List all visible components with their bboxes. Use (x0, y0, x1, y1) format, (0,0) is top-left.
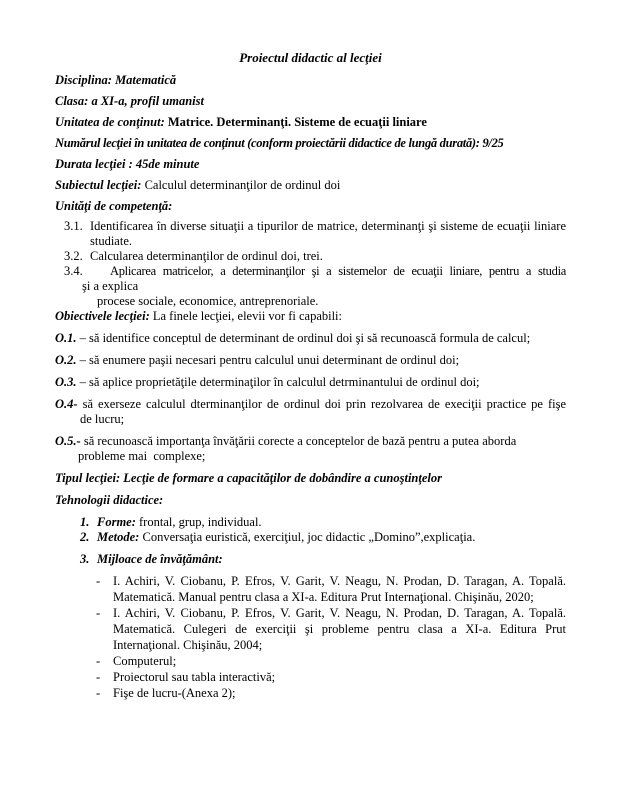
heading-unitati-competenta: Unităţi de competenţă: (55, 199, 173, 213)
competence-text-continuation: procese sociale, economice, antreprenoriale. (97, 294, 319, 308)
page-title: Proiectul didactic al lecţiei (239, 50, 382, 65)
objective-number: O.2. (55, 353, 77, 367)
objective-text: să exerseze calculul dterminanţilor de ordinul doi prin rezolvarea de execiţii practice pe fişe (82, 397, 566, 411)
aid-item-proiectorul (96, 669, 566, 685)
aid-text: I. Achiri, V. Ciobanu, P. Efros, V. Garit, V. Neagu, N. Prodan, D. Taragan, A. Topală. Matematică. Manual pentru clasa a XI-a. Editura Prut Internaţional. Chişinău, 2020; (113, 574, 566, 604)
line-durata: Durata lecţiei : 45de minute (55, 157, 200, 171)
objective-text-continuation: probleme mai complexe; (78, 449, 206, 463)
dash-bullet: - (96, 670, 101, 684)
obiective-intro: La finele lecţiei, elevii vor fi capabili: (152, 309, 343, 323)
objective-o4 (55, 397, 566, 427)
dash-bullet: - (96, 686, 101, 700)
dash-bullet: - (96, 606, 101, 620)
objective-number: O.4- (55, 397, 78, 411)
unitatea-label: Unitatea de conţinut: (55, 115, 165, 129)
tech-label: Forme: (97, 515, 136, 529)
obiective-label: Obiectivele lecţiei: (55, 309, 150, 323)
objective-o5 (55, 434, 566, 464)
competence-number: 3.1. (64, 219, 83, 233)
aid-text: Fişe de lucru-(Anexa 2); (113, 686, 236, 700)
dash-bullet: - (96, 654, 101, 668)
competence-item-3-4 (64, 264, 566, 279)
aid-text: I. Achiri, V. Ciobanu, P. Efros, V. Garit, V. Neagu, N. Prodan, D. Taragan, A. Topală. Matematică. Culegeri de exerciţii şi probleme pentru clasa a XI-a. Editura Prut Internaţional. Chişinău, 2004; (113, 606, 566, 652)
tech-value: frontal, grup, individual. (139, 515, 262, 529)
competence-number: 3.2. (64, 249, 83, 263)
objective-text: – să enumere paşii necesari pentru calculul unui determinant de ordinul doi; (79, 353, 460, 367)
line-tipul-lectiei: Tipul lecţiei: Lecţie de formare a capacităţilor de dobândire a cunoştinţelor (55, 471, 442, 485)
aid-item-manual-2020 (96, 573, 566, 605)
tech-text (97, 530, 475, 545)
objective-number: O.1. (55, 331, 77, 345)
objective-line (55, 434, 566, 449)
aid-item-culegeri-2004 (96, 605, 566, 653)
heading-obiective (55, 309, 566, 324)
aid-text: Proiectorul sau tabla interactivă; (113, 670, 276, 684)
tech-item-mijloace (80, 552, 566, 567)
aid-item-fise-de-lucru (96, 685, 566, 701)
objective-o3 (55, 375, 566, 390)
competence-text: Aplicarea matricelor, a determinanţilor şi a sistemelor de ecuaţii liniare, pentru a studia (110, 264, 566, 278)
tech-label: Mijloace de învăţământ: (97, 552, 223, 566)
aid-text: Computerul; (113, 654, 177, 668)
tech-label: Metode: (97, 530, 140, 544)
objective-number: O.5.- (55, 434, 81, 448)
unitatea-value: Matrice. Determinanţi. Sisteme de ecuaţii liniare (167, 115, 427, 129)
line-clasa: Clasa: a XI-a, profil umanist (55, 94, 204, 108)
competence-item-3-1 (64, 219, 566, 249)
objective-text: – să aplice proprietăţile determinaţilor în calculul detrminantului de ordinul doi; (79, 375, 480, 389)
tech-item-forme (80, 515, 566, 530)
tech-value: Conversaţia euristică, exerciţiul, joc didactic „Domino”,explicaţia. (142, 530, 476, 544)
tech-item-metode (80, 530, 566, 545)
subiectul-label: Subiectul lecţiei: (55, 178, 142, 192)
heading-tehnologii: Tehnologii didactice: (55, 493, 164, 507)
objective-text-continuation: de lucru; (80, 412, 125, 426)
aid-item-computerul (96, 653, 566, 669)
technologies-list (80, 515, 566, 567)
teaching-aids-list (96, 573, 566, 701)
line-subiectul (55, 178, 566, 193)
competence-text-continuation: şi a explica (82, 279, 139, 293)
objective-text: – să identifice conceptul de determinant de ordinul doi şi să recunoască formula de calcul; (79, 331, 531, 345)
objective-o2 (55, 353, 566, 368)
tech-number: 3. (80, 552, 90, 566)
objective-number: O.3. (55, 375, 77, 389)
dash-bullet: - (96, 574, 101, 588)
line-unitatea (55, 115, 566, 130)
subiectul-value: Calculul determinanţilor de ordinul doi (144, 178, 341, 192)
line-numarul: Numărul lecţiei în unitatea de conţinut (conform proiectării didactice de lungă durată): 9/25 (55, 136, 504, 150)
line-disciplina: Disciplina: Matematică (55, 73, 177, 87)
tech-number: 1. (80, 515, 90, 529)
competence-text: Calcularea determinanţilor de ordinul doi, trei. (90, 249, 323, 263)
tech-number: 2. (80, 530, 90, 544)
competence-item-3-2 (64, 249, 566, 264)
objective-line (55, 397, 566, 412)
objective-text: să recunoască importanţa învăţării corecte a conceptelor de bază pentru a putea aborda (83, 434, 517, 448)
tech-text (97, 515, 262, 530)
competence-number: 3.4. (64, 264, 83, 278)
competence-list (64, 219, 566, 309)
objective-o1 (55, 331, 566, 346)
competence-text: Identificarea în diverse situaţii a tipurilor de matrice, determinanţi şi sisteme de ecuaţii liniare studiate. (90, 219, 566, 248)
